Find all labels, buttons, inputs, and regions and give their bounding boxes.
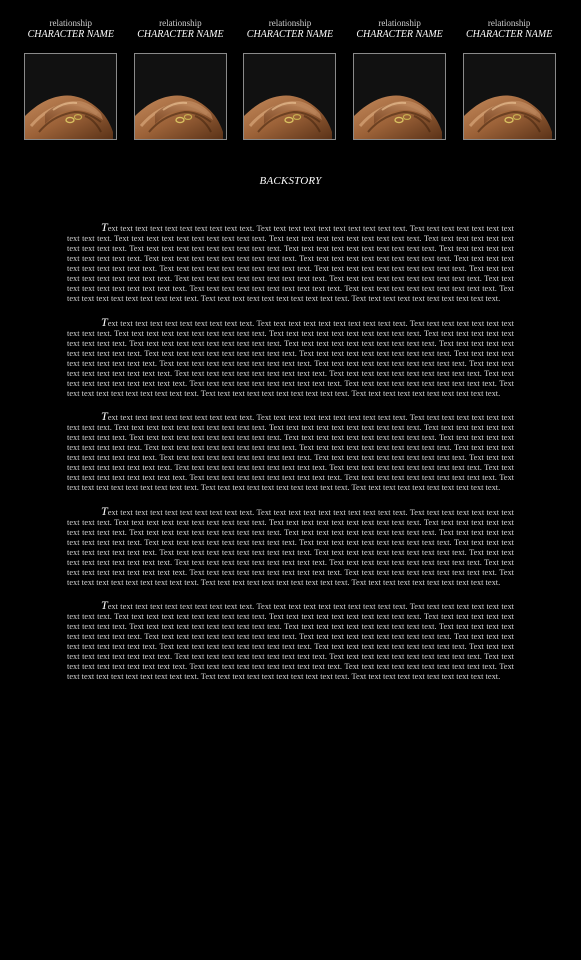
character-portrait[interactable] — [134, 53, 227, 140]
hands-image — [244, 54, 335, 139]
backstory-paragraph — [67, 411, 514, 493]
backstory-body — [67, 222, 514, 695]
character-relationship: relationship — [378, 18, 421, 28]
character-card — [345, 18, 455, 140]
backstory-paragraph — [67, 503, 514, 588]
character-portrait[interactable] — [24, 53, 117, 140]
character-name: CHARACTER NAME — [137, 29, 224, 40]
character-relationship: relationship — [159, 18, 202, 28]
hands-image — [135, 54, 226, 139]
character-name: CHARACTER NAME — [27, 29, 114, 40]
hands-image — [464, 54, 555, 139]
character-card — [126, 18, 236, 140]
drop-cap: T — [101, 503, 108, 518]
character-name: CHARACTER NAME — [356, 29, 443, 40]
drop-cap: T — [101, 314, 108, 329]
drop-cap: T — [101, 598, 108, 612]
character-relationship: relationship — [487, 18, 531, 28]
character-name: CHARACTER NAME — [465, 29, 553, 40]
paragraph-text: ext text text text text text text text text text. Text text text text text text text text text text. Text text text text text text text text text text. Text text text text text text text text text text. Text text text text text text text text text text. Text text text text text text text text text text. Text text text text text text text text text text. Text text text text text text text text text text. Text text text text text text text text text text. Text text text text text text text text text text. Text text text text text text text text text text. Text text text text text text text text text text. Text text text text text text text text text text. Text text text text text text text text text text. Text text text text text text text text text text. Text text text text text text text text text text. Text text text text text text text text text text. Text text text text text text text text text text. Text text text text text text text text text text. Text text text text text text text text text text. Text text text text text text text text text text. Text text text text text text text text text text. Text text text text text text text text text text. — [67, 224, 514, 303]
paragraph-text: ext text text text text text text text text text. Text text text text text text text text text text. Text text text text text text text text text text. Text text text text text text text text text text. Text text text text text text text text text text. Text text text text text text text text text text. Text text text text text text text text text text. Text text text text text text text text text text. Text text text text text text text text text text. Text text text text text text text text text text. Text text text text text text text text text text. Text text text text text text text text text text. Text text text text text text text text text text. Text text text text text text text text text text. Text text text text text text text text text text. Text text text text text text text text text text. Text text text text text text text text text text. Text text text text text text text text text text. Text text text text text text text text text text. Text text text text text text text text text text. Text text text text text text text text text text. Text text text text text text text text text text. Text text text text text text text text text text. — [67, 507, 514, 587]
character-relationship: relationship — [49, 18, 93, 28]
character-relationship: relationship — [268, 18, 312, 28]
hands-image — [25, 54, 116, 139]
character-card — [16, 18, 126, 140]
backstory-paragraph — [67, 314, 514, 399]
character-portrait[interactable] — [463, 53, 556, 140]
backstory-paragraph — [67, 600, 514, 682]
hands-image — [354, 54, 445, 139]
character-portrait[interactable] — [353, 53, 446, 140]
character-portrait[interactable] — [243, 53, 336, 140]
paragraph-text: ext text text text text text text text text text. Text text text text text text text text text text. Text text text text text text text text text text. Text text text text text text text text text text. Text text text text text text text text text text. Text text text text text text text text text text. Text text text text text text text text text text. Text text text text text text text text text text. Text text text text text text text text text text. Text text text text text text text text text text. Text text text text text text text text text text. Text text text text text text text text text text. Text text text text text text text text text text. Text text text text text text text text text text. Text text text text text text text text text text. Text text text text text text text text text text. Text text text text text text text text text text. Text text text text text text text text text text. Text text text text text text text text text text. Text text text text text text text text text text. Text text text text text text text text text text. Text text text text text text text text text text. Text text text text text text text text text text. — [67, 602, 514, 681]
backstory-title: BACKSTORY — [259, 175, 322, 187]
character-row — [16, 18, 564, 140]
character-card — [235, 18, 345, 140]
drop-cap: T — [101, 409, 108, 423]
character-card — [454, 18, 564, 140]
paragraph-text: ext text text text text text text text text text. Text text text text text text text text text text. Text text text text text text text text text text. Text text text text text text text text text text. Text text text text text text text text text text. Text text text text text text text text text text. Text text text text text text text text text text. Text text text text text text text text text text. Text text text text text text text text text text. Text text text text text text text text text text. Text text text text text text text text text text. Text text text text text text text text text text. Text text text text text text text text text text. Text text text text text text text text text text. Text text text text text text text text text text. Text text text text text text text text text text. Text text text text text text text text text text. Text text text text text text text text text text. Text text text text text text text text text text. Text text text text text text text text text text. Text text text text text text text text text text. Text text text text text text text text text text. Text text text text text text text text text text. — [67, 413, 514, 492]
backstory-paragraph — [67, 222, 514, 304]
character-name: CHARACTER NAME — [246, 29, 334, 40]
drop-cap: T — [101, 220, 108, 234]
paragraph-text: ext text text text text text text text text text. Text text text text text text text text text text. Text text text text text text text text text text. Text text text text text text text text text text. Text text text text text text text text text text. Text text text text text text text text text text. Text text text text text text text text text text. Text text text text text text text text text text. Text text text text text text text text text text. Text text text text text text text text text text. Text text text text text text text text text text. Text text text text text text text text text text. Text text text text text text text text text text. Text text text text text text text text text text. Text text text text text text text text text text. Text text text text text text text text text text. Text text text text text text text text text text. Text text text text text text text text text text. Text text text text text text text text text text. Text text text text text text text text text text. Text text text text text text text text text text. Text text text text text text text text text text. Text text text text text text text text text text. — [67, 318, 514, 398]
